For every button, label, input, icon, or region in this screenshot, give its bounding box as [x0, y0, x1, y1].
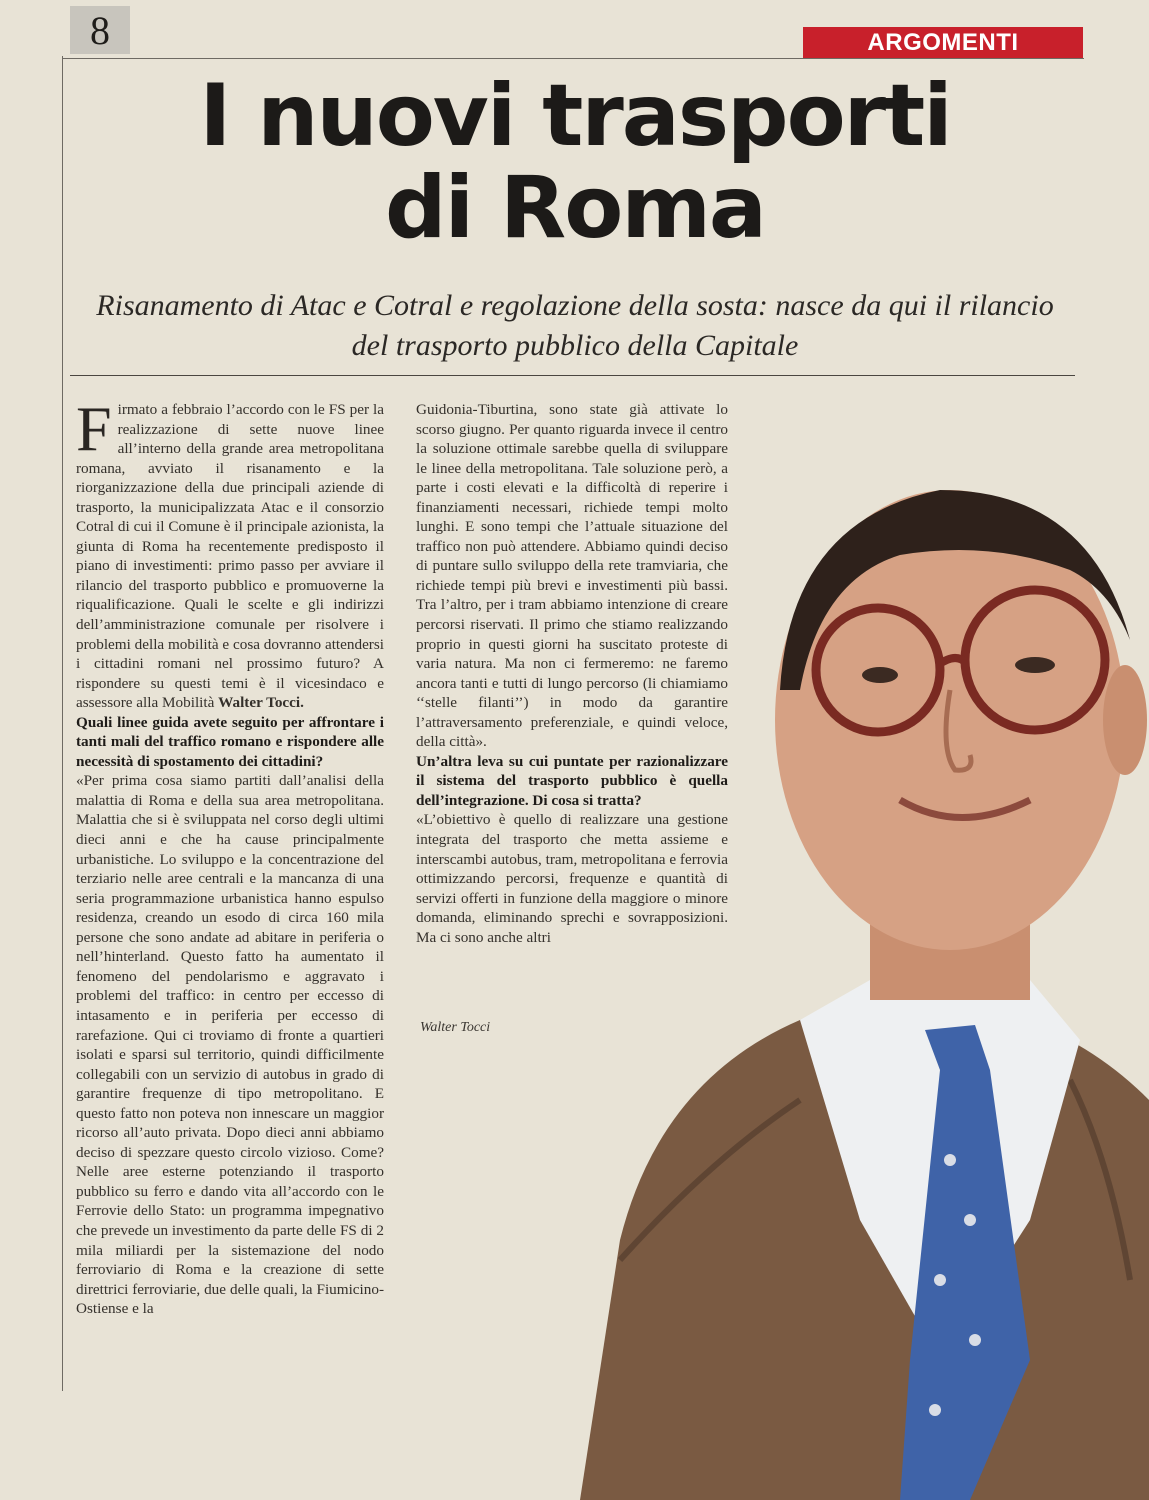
intro-text: irmato a febbraio l’accordo con le FS per la realizzazione di sette nuove linee all’interno della grande area metropolitana romana, avviato il risanamento e la riorganizzazione della due principali aziende di trasporto, la municipalizzata Atac e il consorzio Cotral di cui il Comune è il principale azionista, la giunta di Roma ha recentemente predisposto il piano di investimenti: primo passo per avviare il rilancio del trasporto pubblico e promuoverne la riqualificazione. Quali le scelte e gli indirizzi dell’amministrazione comunale per risolvere i problemi della mobilità e cosa dovranno attendersi i cittadini romani nel prossimo futuro? A rispondere su questi temi è il vicesindaco e assessore alla Mobilità [76, 401, 384, 712]
answer-1-continued: Guidonia-Tiburtina, sono state già attivate lo scorso giugno. Per quanto riguarda invece il centro la soluzione ottimale sarebbe quella di sviluppare le linee della metropolitana. Tale soluzione però, a parte i costi elevati e la difficoltà di reperire i finanziamenti necessari, richiede tempi molto lunghi. E sono tempi che l’attuale situazione del traffico non può attendere. Abbiamo quindi deciso di puntare sullo sviluppo della rete tramviaria, che richiede tempi più brevi e investimenti più bassi. Tra l’altro, per i tram abbiamo intenzione di creare percorsi riservati. Il primo che stiamo realizzando proprio in questi giorni ha suscitato proteste di varia natura. Ma non ci fermeremo: ne faremo ancora tanti e tutti di lungo percorso (li chiamiamo ‘‘stelle filanti’’) in modo da garantire l’attraversamento preferenziale, e quindi veloce, della città». [416, 401, 728, 751]
headline-line-1: I nuovi trasporti [199, 66, 951, 166]
answer-2: «L’obiettivo è quello di realizzare una gestione integrata del trasporto che metta assieme e interscambi autobus, tram, metropolitana e ferrovia ottimizzando percorsi, frequenze e quantità di servizi offerti in funzione della maggiore o minore domanda, eliminando sprechi e sovrapposizioni. Ma ci sono anche altri [416, 811, 728, 946]
answer-1: «Per prima cosa siamo partiti dall’analisi della malattia di Roma e della sua area metropolitana. Malattia che si è sviluppata nel corso degli ultimi dieci anni e che ha cause principalmente urbanistiche. Lo sviluppo e la concentrazione del terziario nelle aree centrali e la mancanza di una seria programmazione urbanistica hanno espulso residenza, creando un esodo di circa 160 mila persone che sono andate ad abitare in periferia o nell’hinterland. Questo fatto ha aumentato il fenomeno del pendolarismo e aggravato i problemi del traffico: in centro per eccesso di intasamento e in periferia per eccesso di rarefazione. Qui ci troviamo di fronte a quartieri isolati e sparsi sul territorio, quindi difficilmente collegabili con un servizio di autobus in grado di garantire frequenze di tipo metropolitano. E questo fatto non poteva non innescare un maggior ricorso all’auto privata. Dopo dieci anni abbiamo deciso di spezzare questo circolo vizioso. Come? Nelle aree esterne potenziando il trasporto pubblico su ferro e dando vita all’accordo con le Ferrovie dello Stato: un programma impegnativo che prevede un investimento da parte delle FS di 2 mila miliardi per la sistemazione del nodo ferroviario di Roma e la creazione di sette direttrici ferroviarie, due delle quali, la Fiumicino-Ostiense e la [76, 772, 384, 1318]
tie-pattern [944, 1154, 956, 1166]
question-1: Quali linee guida avete seguito per affrontare i tanti mali del traffico romano e rispondere alle necessità di spostamento dei cittadini? [76, 713, 384, 770]
headline-line-2: di Roma [385, 158, 765, 258]
eye [862, 667, 898, 683]
drop-cap: F [76, 393, 112, 464]
subhead-rule [70, 375, 1075, 376]
left-rule [62, 56, 63, 1391]
subhead-line-1: Risanamento di Atac e Cotral e regolazione della sosta: nasce da qui il rilancio [96, 289, 1054, 322]
tie-pattern [969, 1334, 981, 1346]
subheadline [70, 286, 1080, 366]
page-number: 8 [70, 6, 130, 54]
interviewee-name: Walter Tocci. [218, 694, 304, 712]
column-2 [416, 400, 728, 947]
column-1 [76, 393, 384, 1319]
tie-pattern [934, 1274, 946, 1286]
eye [1015, 657, 1055, 673]
top-rule [62, 58, 1084, 59]
subhead-line-2: del trasporto pubblico della Capitale [351, 329, 799, 362]
headline [80, 66, 1070, 258]
section-tag: ARGOMENTI [803, 27, 1083, 59]
question-2: Un’altra leva su cui puntate per razionalizzare il sistema del trasporto pubblico è quella dell’integrazione. Di cosa si tratta? [416, 752, 728, 809]
photo-caption: Walter Tocci [420, 1020, 491, 1035]
article-intro [76, 393, 384, 713]
tie-pattern [929, 1404, 941, 1416]
tie-pattern [964, 1214, 976, 1226]
ear [1103, 665, 1147, 775]
